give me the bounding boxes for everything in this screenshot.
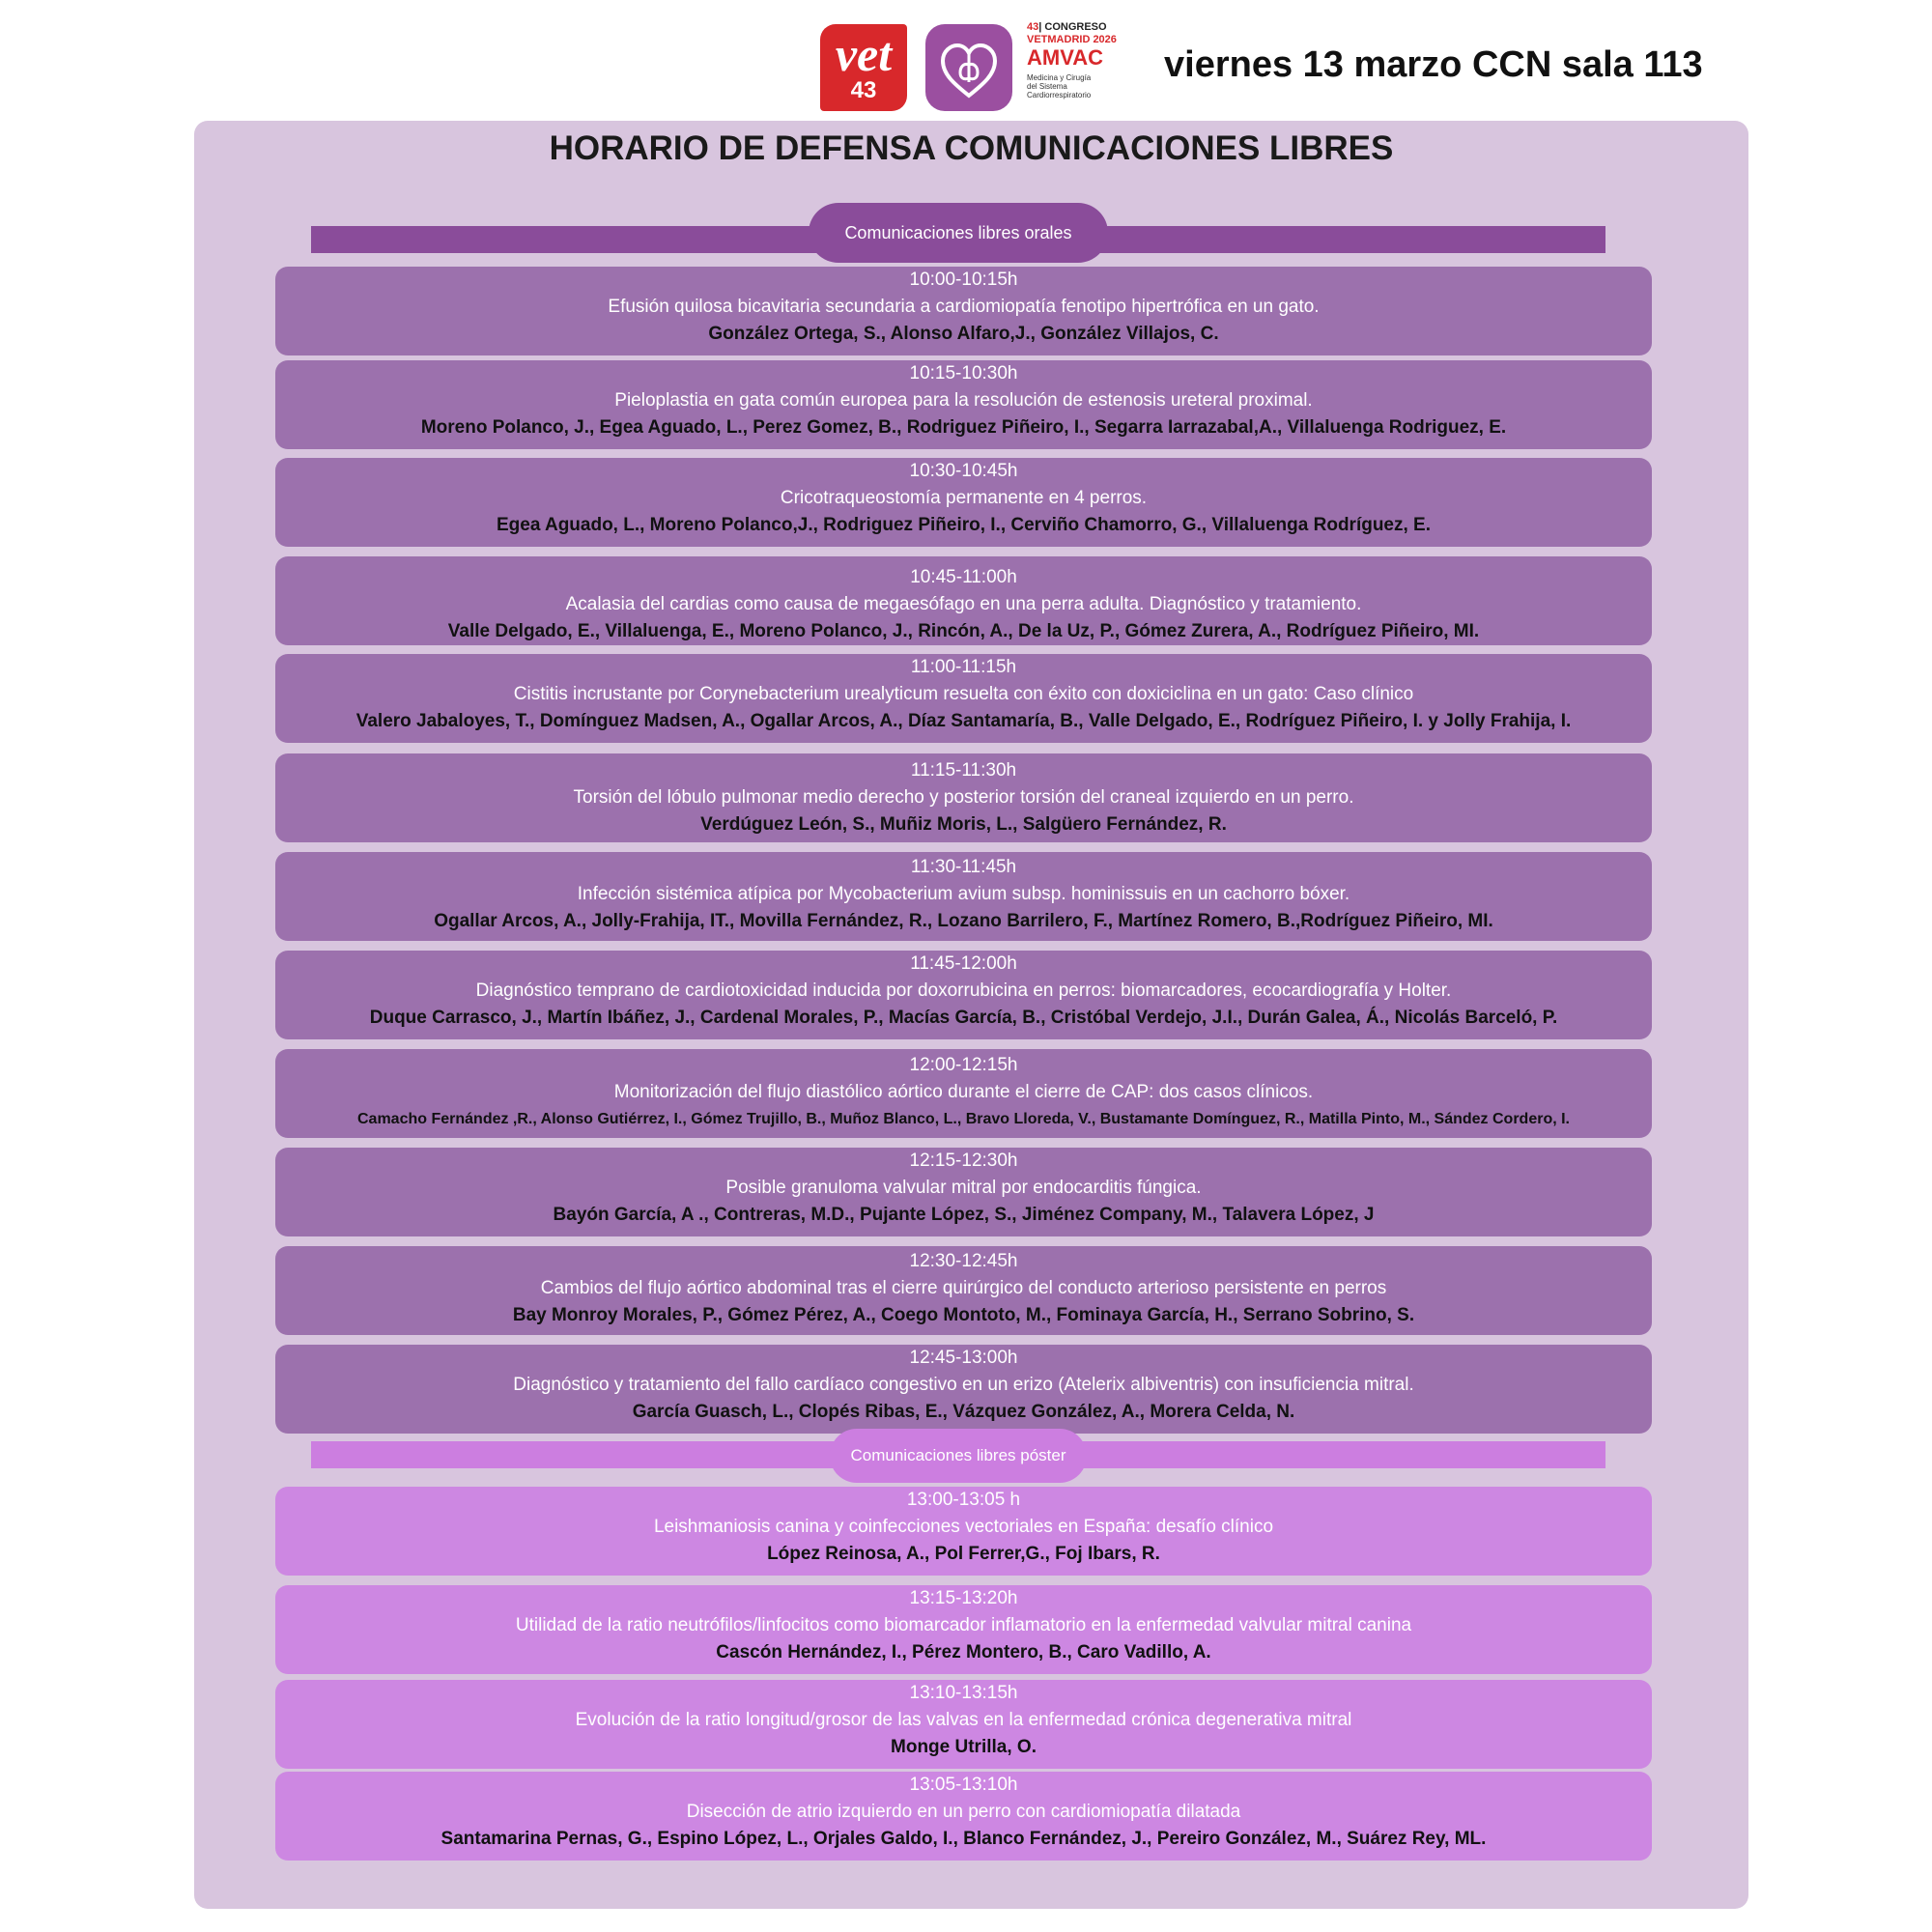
item-title: Pieloplastia en gata común europea para la resolución de estenosis ureteral proximal. <box>614 390 1313 411</box>
item-title: Efusión quilosa bicavitaria secundaria a cardiomiopatía fenotipo hipertrófica en un gato. <box>608 297 1320 317</box>
schedule-item <box>275 556 1652 645</box>
item-time: 13:00-13:05 h <box>906 1490 1021 1510</box>
item-authors: Bayón García, A ., Contreras, M.D., Pujante López, S., Jiménez Company, M., Talavera López, J <box>553 1205 1375 1225</box>
schedule-item <box>275 360 1652 449</box>
poster-section-label: Comunicaciones libres póster <box>830 1429 1087 1483</box>
item-time: 11:00-11:15h <box>910 657 1017 677</box>
item-title: Monitorización del flujo diastólico aórtico durante el cierre de CAP: dos casos clínicos. <box>613 1082 1314 1102</box>
event-date: viernes 13 marzo CCN sala 113 <box>1164 44 1703 85</box>
item-authors: Egea Aguado, L., Moreno Polanco,J., Rodriguez Piñeiro, I., Cerviño Chamorro, G., Villaluenga Rodríguez, E. <box>496 515 1432 535</box>
schedule-item <box>275 458 1652 547</box>
item-title: Leishmaniosis canina y coinfecciones vectoriales en España: desafío clínico <box>653 1517 1274 1537</box>
item-authors: Ogallar Arcos, A., Jolly-Frahija, IT., Movilla Fernández, R., Lozano Barrilero, F., Martínez Romero, B.,Rodríguez Piñeiro, MI. <box>434 911 1493 931</box>
item-time: 10:30-10:45h <box>909 461 1018 481</box>
item-title: Acalasia del cardias como causa de megaesófago en una perra adulta. Diagnóstico y tratamiento. <box>565 594 1362 614</box>
schedule-item <box>275 1049 1652 1138</box>
item-authors: Verdúguez León, S., Muñiz Moris, L., Salgüero Fernández, R. <box>700 814 1227 835</box>
item-time: 10:15-10:30h <box>909 363 1018 384</box>
congress-label: | CONGRESO <box>1038 21 1107 33</box>
item-time: 13:15-13:20h <box>909 1588 1018 1608</box>
schedule-item <box>275 1585 1652 1674</box>
item-authors: Valero Jabaloyes, T., Domínguez Madsen, A., Ogallar Arcos, A., Díaz Santamaría, B., Valle Delgado, E., Rodríguez Piñeiro, I. y Jolly Frahija, I. <box>355 711 1572 731</box>
item-time: 13:10-13:15h <box>909 1683 1018 1703</box>
item-authors: Bay Monroy Morales, P., Gómez Pérez, A., Coego Montoto, M., Fominaya García, H., Serrano Sobrino, S. <box>512 1305 1415 1325</box>
congress-number: 43 <box>1027 21 1039 33</box>
oral-section-label: Comunicaciones libres orales <box>809 203 1108 263</box>
schedule-item <box>275 951 1652 1039</box>
item-time: 12:00-12:15h <box>909 1055 1018 1075</box>
item-title: Cambios del flujo aórtico abdominal tras el cierre quirúrgico del conducto arterioso persistente en perros <box>540 1278 1387 1298</box>
item-authors: Valle Delgado, E., Villaluenga, E., Moreno Polanco, J., Rincón, A., De la Uz, P., Gómez Zurera, A., Rodríguez Piñeiro, MI. <box>447 621 1480 641</box>
schedule-item <box>275 1148 1652 1236</box>
vet43-logo <box>820 24 907 111</box>
item-authors: Cascón Hernández, I., Pérez Montero, B., Caro Vadillo, A. <box>716 1642 1211 1662</box>
schedule-item <box>275 267 1652 355</box>
item-authors: García Guasch, L., Clopés Ribas, E., Vázquez González, A., Morera Celda, N. <box>632 1402 1295 1422</box>
item-time: 10:45-11:00h <box>910 567 1017 587</box>
item-authors: González Ortega, S., Alonso Alfaro,J., González Villajos, C. <box>708 324 1219 344</box>
schedule-item <box>275 1246 1652 1335</box>
congress-edition: VETMADRID 2026 <box>1027 34 1117 45</box>
item-time: 12:30-12:45h <box>909 1251 1018 1271</box>
heart-lungs-logo-icon <box>925 24 1012 111</box>
item-time: 11:15-11:30h <box>910 760 1017 781</box>
schedule-item <box>275 753 1652 842</box>
item-time: 12:45-13:00h <box>909 1348 1018 1368</box>
item-authors: López Reinosa, A., Pol Ferrer,G., Foj Ibars, R. <box>767 1544 1160 1564</box>
schedule-item <box>275 1680 1652 1769</box>
item-title: Diagnóstico y tratamiento del fallo cardíaco congestivo en un erizo (Atelerix albiventris) con insuficiencia mitral. <box>513 1375 1414 1395</box>
schedule-item <box>275 654 1652 743</box>
item-title: Utilidad de la ratio neutrófilos/linfocitos como biomarcador inflamatorio en la enfermedad valvular mitral canina <box>515 1615 1412 1635</box>
item-title: Disección de atrio izquierdo en un perro con cardiomiopatía dilatada <box>686 1802 1241 1822</box>
item-time: 13:05-13:10h <box>909 1775 1018 1795</box>
item-title: Evolución de la ratio longitud/grosor de las valvas en la enfermedad crónica degenerativa mitral <box>575 1710 1352 1730</box>
item-time: 11:30-11:45h <box>910 857 1017 877</box>
schedule-item <box>275 1345 1652 1434</box>
item-title: Torsión del lóbulo pulmonar medio derecho y posterior torsión del craneal izquierdo en un perro. <box>573 787 1354 808</box>
item-authors: Camacho Fernández ,R., Alonso Gutiérrez, I., Gómez Trujillo, B., Muñoz Blanco, L., Bravo Lloreda, V., Bustamante Domínguez, R., Matilla Pinto, M., Sández Cordero, I. <box>357 1111 1570 1127</box>
item-title: Infección sistémica atípica por Mycobacterium avium subsp. hominissuis en un cachorro bóxer. <box>577 884 1350 904</box>
vet-logo-number: 43 <box>850 77 877 103</box>
item-title: Posible granuloma valvular mitral por endocarditis fúngica. <box>725 1178 1202 1198</box>
congress-subtitle: Medicina y Cirugía del Sistema Cardiorrespiratorio <box>1027 73 1092 99</box>
item-authors: Moreno Polanco, J., Egea Aguado, L., Perez Gomez, B., Rodriguez Piñeiro, I., Segarra Iarrazabal,A., Villaluenga Rodriguez, E. <box>420 417 1507 438</box>
item-title: Cricotraqueostomía permanente en 4 perros. <box>780 488 1148 508</box>
item-time: 10:00-10:15h <box>909 270 1018 290</box>
item-title: Cistitis incrustante por Corynebacterium urealyticum resuelta con éxito con doxiciclina en un gato: Caso clínico <box>513 684 1414 704</box>
congress-org: AMVAC <box>1027 45 1104 70</box>
vet-logo-word: vet <box>835 27 893 81</box>
item-time: 11:45-12:00h <box>910 953 1017 974</box>
item-authors: Monge Utrilla, O. <box>891 1737 1037 1757</box>
item-title: Diagnóstico temprano de cardiotoxicidad inducida por doxorrubicina en perros: biomarcadores, ecocardiografía y Holter. <box>475 980 1452 1001</box>
schedule-item <box>275 852 1652 941</box>
schedule-item <box>275 1487 1652 1576</box>
page-title: HORARIO DE DEFENSA COMUNICACIONES LIBRES <box>549 129 1394 167</box>
congress-logo-text <box>1027 21 1133 99</box>
item-authors: Santamarina Pernas, G., Espino López, L., Orjales Galdo, I., Blanco Fernández, J., Pereiro González, M., Suárez Rey, ML. <box>440 1829 1487 1849</box>
item-authors: Duque Carrasco, J., Martín Ibáñez, J., Cardenal Morales, P., Macías García, B., Cristóbal Verdejo, J.I., Durán Galea, Á., Nicolás Barceló, P. <box>369 1008 1558 1028</box>
item-time: 12:15-12:30h <box>909 1151 1018 1171</box>
schedule-item <box>275 1772 1652 1861</box>
